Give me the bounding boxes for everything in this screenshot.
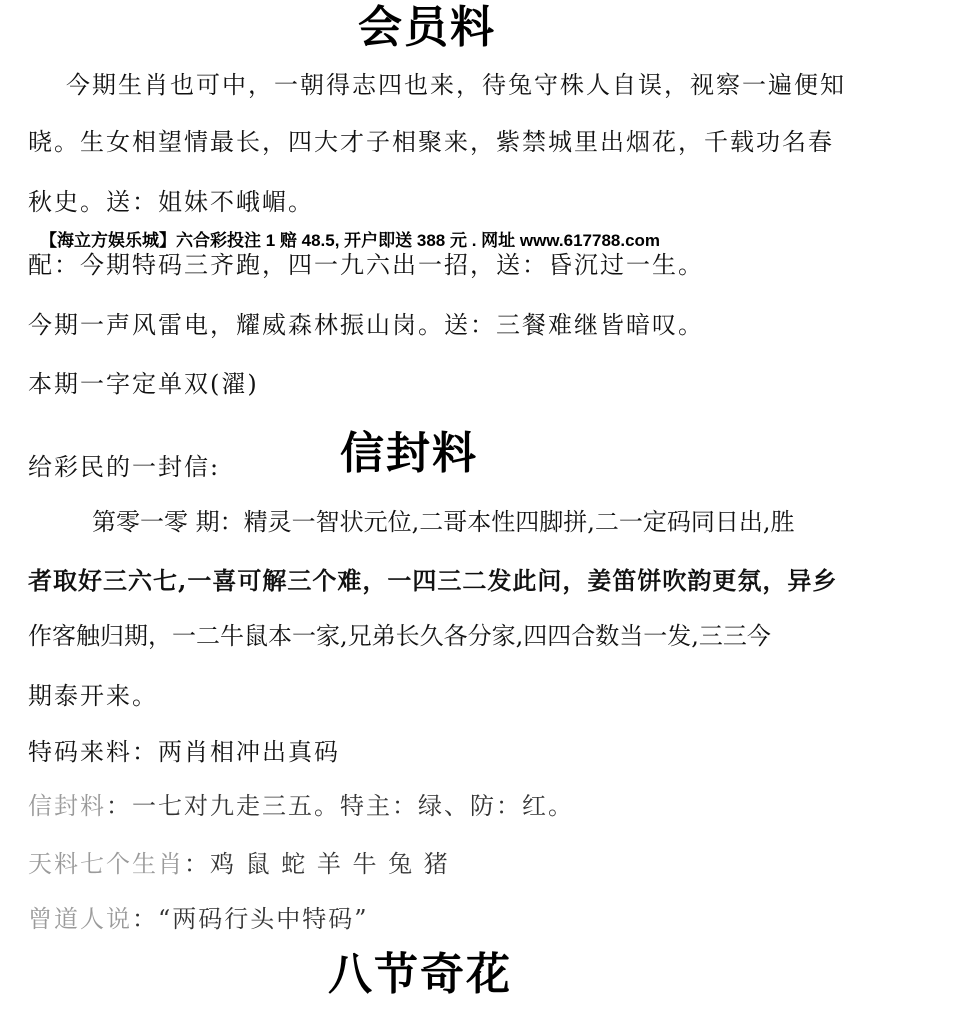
taoist-text: ：“两码行头中特码” <box>132 905 369 933</box>
single-double-line: 本期一字定单双(濯) <box>28 370 259 398</box>
seven-zodiac-text: ：鸡 鼠 蛇 羊 牛 兔 猪 <box>184 850 450 878</box>
member-paragraph-line-2: 晓。生女相望情最长，四大才子相聚来，紫禁城里出烟花，千载功名春 <box>28 128 834 156</box>
issue-line-4: 期泰开来。 <box>28 682 158 710</box>
heading-eight-flowers: 八节奇花 <box>328 949 512 1000</box>
taoist-label: 曾道人说 <box>28 905 132 933</box>
pei-line: 配：今期特码三齐跑，四一九六出一招，送：昏沉过一生。 <box>28 251 704 279</box>
heading-member: 会员料 <box>358 2 496 53</box>
heading-envelope: 信封料 <box>340 428 478 479</box>
ad-banner: 【海立方娱乐城】六合彩投注 1 赔 48.5, 开户即送 388 元 . 网址 www.617788.com <box>40 231 661 250</box>
envelope-line-text: ：一七对九走三五。特主：绿、防：红。 <box>106 792 574 820</box>
issue-line-2: 者取好三六七,一喜可解三个难，一四三二发此问，姜笛饼吹韵更氛，异乡 <box>28 566 838 595</box>
envelope-line <box>28 794 574 818</box>
issue-line-3: 作客触归期，一二牛鼠本一家,兄弟长久各分家,四四合数当一发,三三今 <box>28 622 771 650</box>
seven-zodiac-label: 天料七个生肖 <box>28 850 184 878</box>
thunder-line: 今期一声风雷电，耀威森林振山岗。送：三餐难继皆暗叹。 <box>28 311 704 339</box>
special-source-line: 特码来料：两肖相冲出真码 <box>28 738 340 766</box>
letter-intro: 给彩民的一封信: <box>28 453 221 481</box>
member-paragraph-line-1: 今期生肖也可中，一朝得志四也来，待兔守株人自误，视察一遍便知 <box>66 71 846 99</box>
member-paragraph-line-3: 秋史。送：姐妹不峨嵋。 <box>28 188 314 216</box>
taoist-line <box>28 907 369 931</box>
issue-line-1: 第零一零 期：精灵一智状元位,二哥本性四脚拼,二一定码同日出,胜 <box>92 508 795 536</box>
seven-zodiac-line <box>28 852 450 876</box>
envelope-line-label: 信封料 <box>28 792 106 820</box>
